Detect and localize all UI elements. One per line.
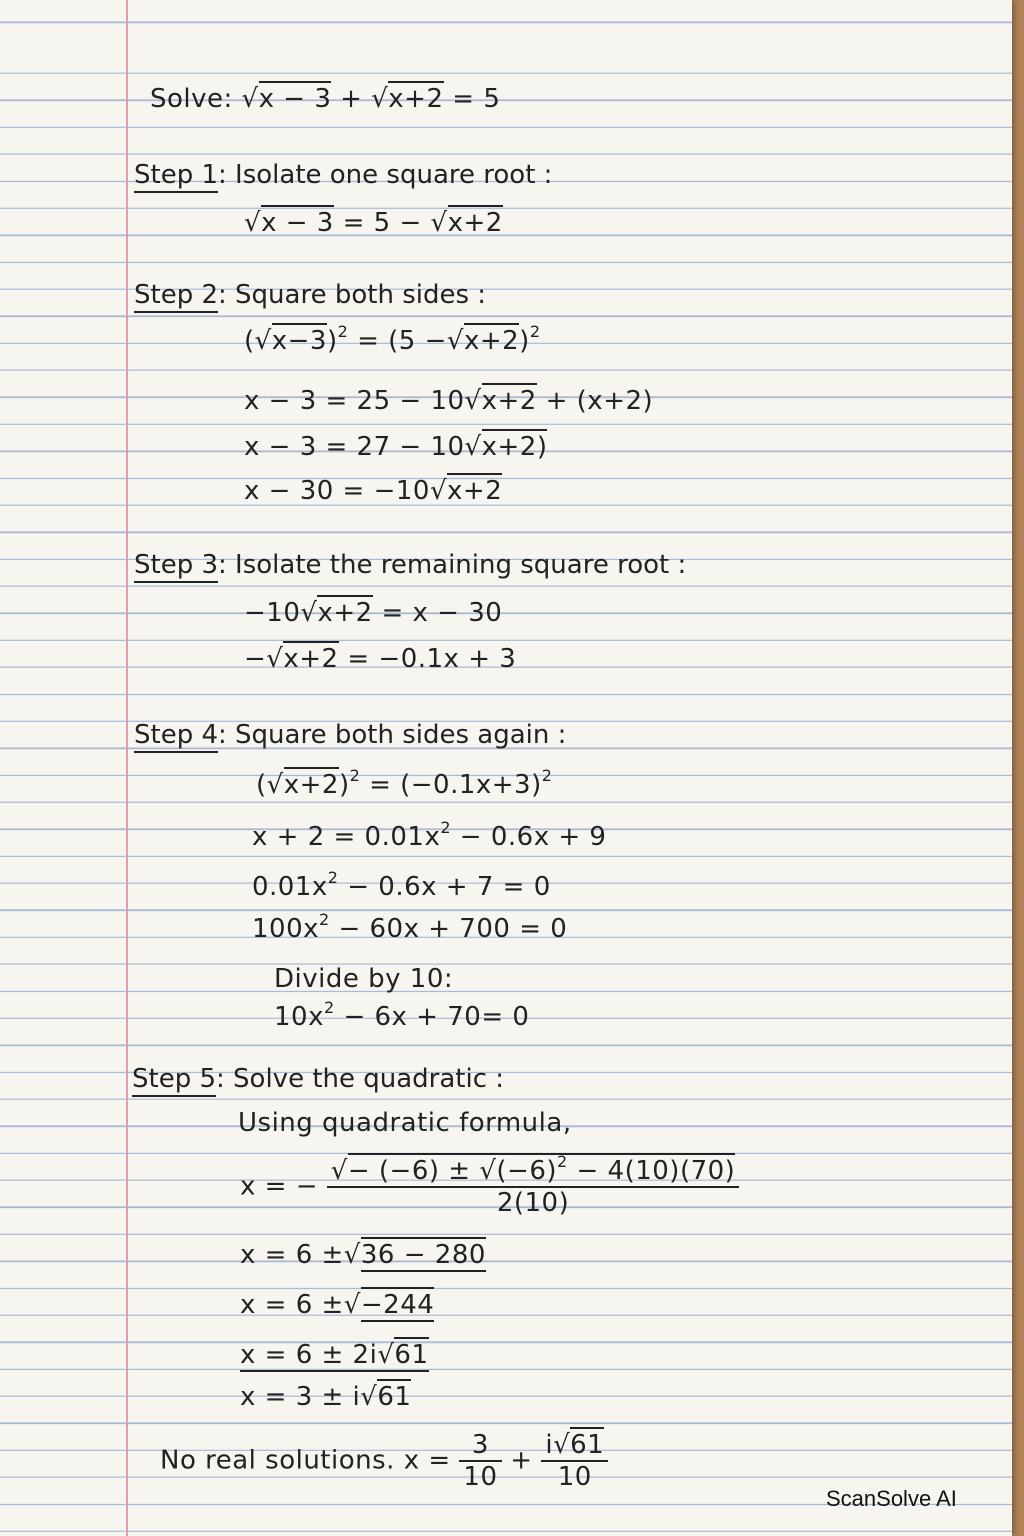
step-4-eq-2: $x + 2 = 0.01x^2 - 0.6x + 9$	[252, 818, 607, 852]
step-4-title: Square both sides again :	[235, 720, 567, 750]
step-2-label: Step 2	[134, 280, 218, 313]
step-2-eq-2: x − 3 = 25 − 10√x+2 + (x+2)	[244, 386, 653, 416]
quadratic-formula-fraction: $\frac{√- (-6) \pm √(-6)^2 - 4(10)(70)}{2(10)}$	[327, 1156, 740, 1218]
step-5-title: Solve the quadratic :	[233, 1064, 505, 1094]
step-4-eq-5: $10x^2 - 6x + 70= 0$	[274, 998, 530, 1032]
margin-line	[126, 0, 128, 1536]
step-5-label: Step 5	[132, 1064, 216, 1097]
step-5-eq-4: x = 6 ± 2i√61	[240, 1340, 429, 1370]
step-3-eq-2: −√x+2 = −0.1x + 3	[244, 644, 516, 674]
step-5-eq-2: x = 6 ±√36 − 280	[240, 1240, 486, 1270]
step-1-eq-1: √x − 3 = 5 − √x+2	[244, 208, 503, 238]
conclusion: No real solutions. x = $\frac{3}{10}$ + $\frac{i√61}{10}$	[160, 1430, 608, 1492]
step-3-eq-1: −10√x+2 = x − 30	[244, 598, 502, 628]
fraction-real-part: $\frac{3}{10}$	[459, 1430, 501, 1492]
radicand-b: x+2	[388, 81, 443, 114]
step-1-heading: Step 1: Isolate one square root :	[134, 160, 552, 190]
step-4-heading: Step 4: Square both sides again :	[134, 720, 566, 750]
watermark: ScanSolve AI	[826, 1486, 957, 1511]
step-2-eq-3: x − 3 = 27 − 10√x+2)	[244, 432, 547, 462]
step-1-label: Step 1	[134, 160, 218, 193]
step-1-title: Isolate one square root :	[235, 160, 553, 190]
radicand-a: x − 3	[259, 81, 332, 114]
solve-label: Solve:	[150, 84, 233, 114]
step-3-label: Step 3	[134, 550, 218, 583]
conclusion-text: No real solutions.	[160, 1445, 395, 1476]
step-3-heading: Step 3: Isolate the remaining square root :	[134, 550, 686, 580]
step-4-label: Step 4	[134, 720, 218, 753]
step-4-eq-3: $0.01x^2 - 0.6x + 7 = 0$	[252, 868, 551, 902]
step-5-eq-1: x = − $\frac{√- (-6) \pm √(-6)^2 - 4(10)(70)}{2(10)}$	[240, 1156, 739, 1218]
step-2-eq-1: $(√x-3)^2 = (5 -√x+2)^2$	[244, 322, 541, 356]
step-2-eq-4: x − 30 = −10√x+2	[244, 476, 502, 506]
step-5-subtitle: Using quadratic formula,	[238, 1108, 572, 1138]
step-5-heading: Step 5: Solve the quadratic :	[132, 1064, 504, 1094]
step-4-divide-note: Divide by 10:	[274, 964, 454, 994]
step-3-title: Isolate the remaining square root :	[235, 550, 687, 580]
step-4-eq-4: $100x^2 - 60x + 700 = 0$	[252, 910, 568, 944]
step-5-eq-3: x = 6 ±√−244	[240, 1290, 434, 1320]
step-2-heading: Step 2: Square both sides :	[134, 280, 486, 310]
fraction-imag-part: $\frac{i√61}{10}$	[541, 1430, 608, 1492]
step-4-eq-1: $(√x+2)^2 = (-0.1x+3)^2$	[256, 766, 553, 800]
step-5-eq-5: x = 3 ± i√61	[240, 1382, 411, 1412]
step-2-title: Square both sides :	[235, 280, 487, 310]
problem-statement: Solve: √x − 3 + √x+2 = 5	[150, 84, 500, 114]
